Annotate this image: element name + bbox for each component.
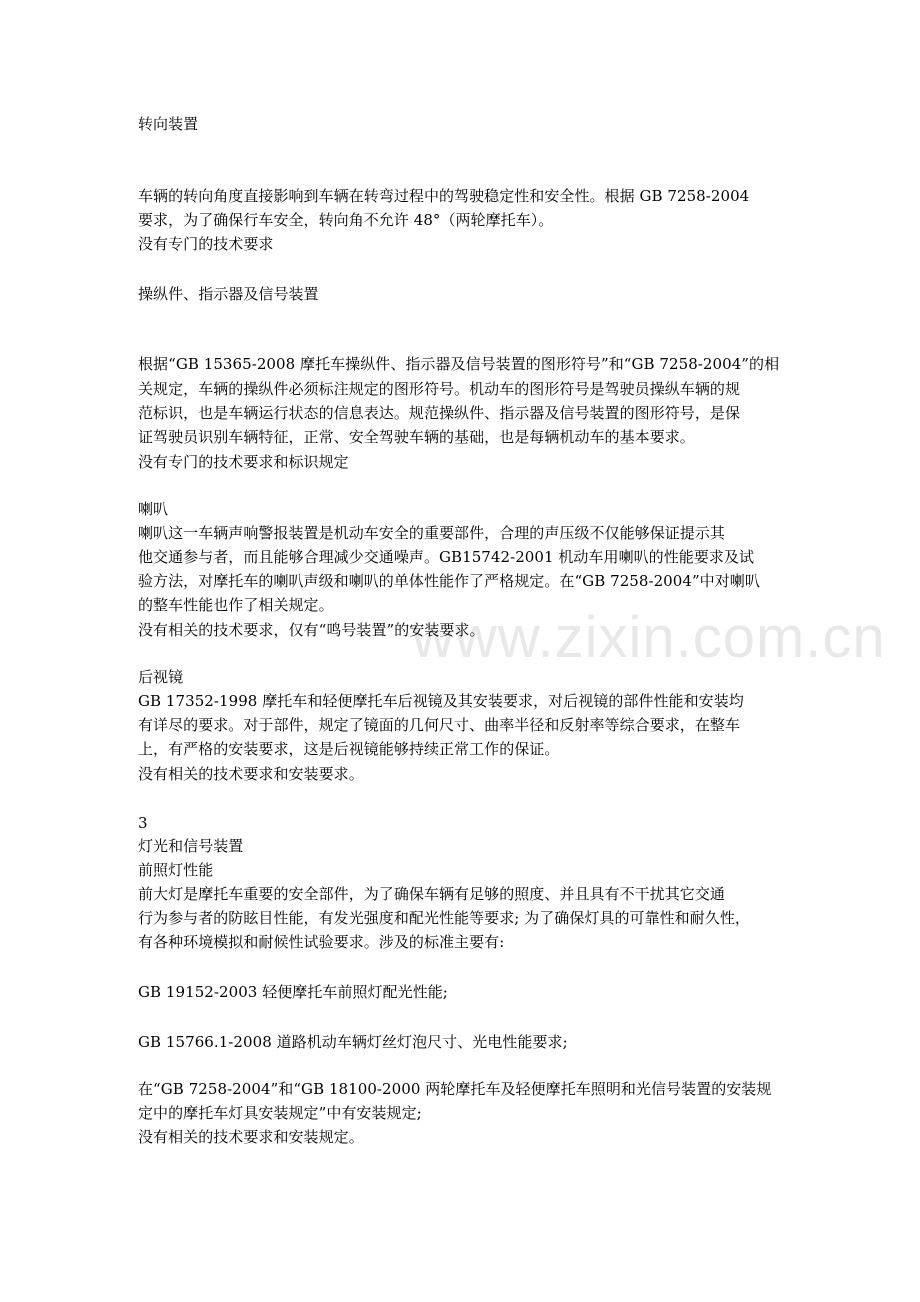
paragraph-line: 的整车性能也作了相关规定。 bbox=[138, 596, 334, 614]
paragraph-line: 验方法，对摩托车的喇叭声级和喇叭的单体性能作了严格规定。在“GB 7258-2004”中对喇叭 bbox=[138, 572, 760, 590]
heading-controls: 操纵件、指示器及信号装置 bbox=[138, 285, 319, 303]
paragraph-line: 范标识，也是车辆运行状态的信息表达。规范操纵件、指示器及信号装置的图形符号，是保 bbox=[138, 404, 741, 422]
paragraph-line: 喇叭这一车辆声响警报装置是机动车安全的重要部件，合理的声压级不仅能够保证提示其 bbox=[138, 524, 725, 542]
paragraph-line: 没有相关的技术要求，仅有“鸣号装置”的安装要求。 bbox=[138, 621, 485, 639]
paragraph-line: 没有专门的技术要求 bbox=[138, 235, 274, 253]
paragraph-line: GB 17352-1998 摩托车和轻便摩托车后视镜及其安装要求，对后视镜的部件性能和安装均 bbox=[138, 692, 744, 710]
heading-steering: 转向装置 bbox=[138, 115, 199, 133]
heading-headlamp: 前照灯性能 bbox=[138, 861, 214, 879]
heading-lighting: 灯光和信号装置 bbox=[138, 837, 244, 855]
paragraph-line: 定中的摩托车灯具安装规定”中有安装规定; bbox=[138, 1104, 422, 1122]
paragraph-line: 有详尽的要求。对于部件，规定了镜面的几何尺寸、曲率半径和反射率等综合要求，在整车 bbox=[138, 716, 741, 734]
section-number: 3 bbox=[138, 814, 148, 832]
paragraph-line: 证驾驶员识别车辆特征，正常、安全驾驶车辆的基础，也是每辆机动车的基本要求。 bbox=[138, 428, 695, 446]
heading-mirror: 后视镜 bbox=[138, 668, 184, 686]
paragraph-line: 没有相关的技术要求和安装要求。 bbox=[138, 765, 364, 783]
watermark: www.zixin.com.cn bbox=[412, 605, 886, 670]
paragraph-line: 要求，为了确保行车安全，转向角不允许 48°（两轮摩托车）。 bbox=[138, 211, 554, 229]
paragraph-line: 没有专门的技术要求和标识规定 bbox=[138, 453, 349, 471]
paragraph-line: 行为参与者的防眩目性能，有发光强度和配光性能等要求; 为了确保灯具的可靠性和耐久性， bbox=[138, 909, 750, 927]
paragraph-line: 车辆的转向角度直接影响到车辆在转弯过程中的驾驶稳定性和安全性。根据 GB 7258-2004 bbox=[138, 187, 750, 205]
paragraph-line: 在“GB 7258-2004”和“GB 18100-2000 两轮摩托车及轻便摩托车照明和光信号装置的安装规 bbox=[138, 1080, 772, 1098]
paragraph-line: 关规定，车辆的操纵件必须标注规定的图形符号。机动车的图形符号是驾驶员操纵车辆的规 bbox=[138, 380, 741, 398]
standard-item: GB 15766.1-2008 道路机动车辆灯丝灯泡尺寸、光电性能要求; bbox=[138, 1033, 568, 1051]
paragraph-line: 上，有严格的安装要求，这是后视镜能够持续正常工作的保证。 bbox=[138, 740, 560, 758]
heading-horn: 喇叭 bbox=[138, 500, 169, 518]
standard-item: GB 19152-2003 轻便摩托车前照灯配光性能; bbox=[138, 983, 448, 1001]
paragraph-line: 根据“GB 15365-2008 摩托车操纵件、指示器及信号装置的图形符号”和“GB 7258-2004”的相 bbox=[138, 355, 780, 373]
paragraph-line: 前大灯是摩托车重要的安全部件，为了确保车辆有足够的照度、并且具有不干扰其它交通 bbox=[138, 885, 725, 903]
paragraph-line: 他交通参与者，而且能够合理减少交通噪声。GB15742-2001 机动车用喇叭的性能要求及试 bbox=[138, 548, 755, 566]
paragraph-line: 有各种环境模拟和耐候性试验要求。涉及的标准主要有: bbox=[138, 933, 505, 951]
paragraph-line: 没有相关的技术要求和安装规定。 bbox=[138, 1128, 364, 1146]
